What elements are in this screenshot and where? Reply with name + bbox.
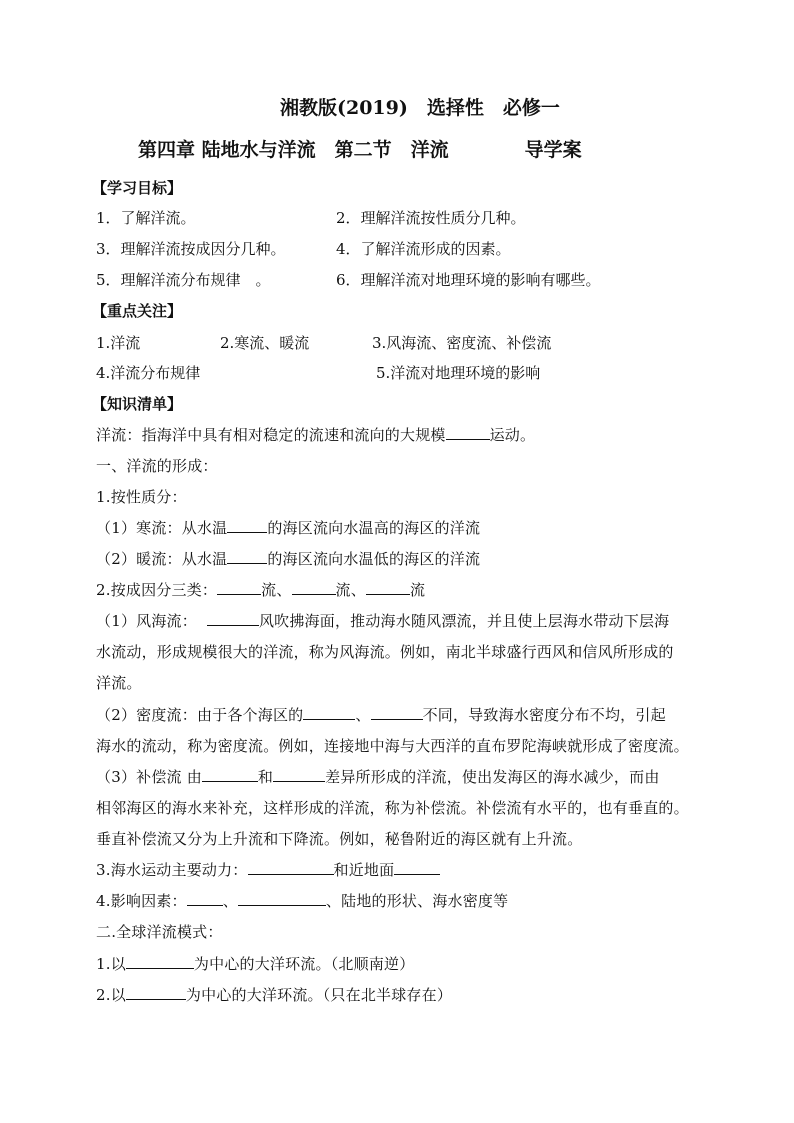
fill-blank[interactable] <box>366 580 410 595</box>
compensation-current-line-1: （3）补偿流 由 和 差异所形成的洋流，使出发海区的海水减少，而由 <box>96 768 660 786</box>
focus-row-1 <box>96 332 736 354</box>
goal-item: 5．理解洋流分布规律 。 <box>96 271 271 289</box>
focus-item: 4.洋流分布规律 <box>96 364 201 382</box>
fill-blank[interactable] <box>227 549 267 564</box>
cold-current-line: （1）寒流：从水温 的海区流向水温高的海区的洋流 <box>96 519 481 537</box>
fill-blank[interactable] <box>202 767 258 782</box>
focus-item: 2.寒流、暖流 <box>220 334 310 352</box>
fill-blank[interactable] <box>446 425 490 440</box>
focus-item: 3.风海流、密度流、补偿流 <box>372 334 552 352</box>
wind-current-line-3: 洋流。 <box>96 674 142 692</box>
by-cause-line: 2.按成因分三类： 流、 流、 流 <box>96 581 426 599</box>
goals-row-1 <box>96 207 736 229</box>
density-current-line-1: （2）密度流：由于各个海区的 、 不同，导致海水密度分布不均，引起 <box>96 706 666 724</box>
section-focus-heading: 【重点关注】 <box>92 302 183 320</box>
focus-row-2 <box>96 362 736 384</box>
wind-current-line-1: （1）风海流： 风吹拂海面，推动海水随风漂流，并且使上层海水带动下层海 <box>96 612 670 630</box>
fill-blank[interactable] <box>248 860 334 875</box>
fill-blank[interactable] <box>238 891 326 906</box>
definition-line: 洋流：指海洋中具有相对稳定的流速和流向的大规模 运动。 <box>96 426 536 444</box>
goals-row-3 <box>96 269 736 291</box>
fill-blank[interactable] <box>126 985 186 1000</box>
focus-item: 5.洋流对地理环境的影响 <box>376 364 541 382</box>
wind-current-line-2: 水流动，形成规模很大的洋流，称为风海流。例如，南北半球盛行西风和信风所形成的 <box>96 643 674 661</box>
fill-blank[interactable] <box>187 891 223 906</box>
fill-blank[interactable] <box>273 767 325 782</box>
section-goals-heading: 【学习目标】 <box>92 179 183 197</box>
fill-blank[interactable] <box>394 860 440 875</box>
gyre-line-1: 1.以 为中心的大洋环流。（北顺南逆） <box>96 955 415 973</box>
fill-blank[interactable] <box>227 518 267 533</box>
gyre-line-2: 2.以 为中心的大洋环流。（只在北半球存在） <box>96 986 453 1004</box>
density-current-line-2: 海水的流动，称为密度流。例如，连接地中海与大西洋的直布罗陀海峡就形成了密度流。 <box>96 737 689 755</box>
fill-blank[interactable] <box>217 580 261 595</box>
title-chapter: 第四章 陆地水与洋流 第二节 洋流 导学案 <box>138 139 582 161</box>
heading-by-nature: 1.按性质分： <box>96 488 187 506</box>
focus-item: 1.洋流 <box>96 334 141 352</box>
factors-line: 4.影响因素： 、 、陆地的形状、海水密度等 <box>96 892 509 910</box>
goal-item: 6．理解洋流对地理环境的影响有哪些。 <box>336 271 601 289</box>
heading-formation: 一、洋流的形成： <box>96 457 218 475</box>
fill-blank[interactable] <box>207 611 259 626</box>
compensation-current-line-2: 相邻海区的海水来补充，这样形成的洋流，称为补偿流。补偿流有水平的，也有垂直的。 <box>96 799 689 817</box>
warm-current-line: （2）暖流：从水温 的海区流向水温低的海区的洋流 <box>96 550 481 568</box>
compensation-current-line-3: 垂直补偿流又分为上升流和下降流。例如，秘鲁附近的海区就有上升流。 <box>96 830 583 848</box>
goals-row-2 <box>96 238 736 260</box>
heading-global-pattern: 二.全球洋流模式： <box>96 923 223 941</box>
fill-blank[interactable] <box>292 580 336 595</box>
goal-item: 3．理解洋流按成因分几种。 <box>96 240 286 258</box>
fill-blank[interactable] <box>126 954 194 969</box>
section-knowledge-heading: 【知识清单】 <box>92 395 183 413</box>
goal-item: 2．理解洋流按性质分几种。 <box>336 209 526 227</box>
fill-blank[interactable] <box>371 705 423 720</box>
main-power-line: 3.海水运动主要动力： 和近地面 <box>96 859 706 880</box>
goal-item: 1．了解洋流。 <box>96 209 196 227</box>
fill-blank[interactable] <box>303 705 355 720</box>
goal-item: 4．了解洋流形成的因素。 <box>336 240 511 258</box>
title-edition: 湘教版(2019) 选择性 必修一 <box>280 97 560 119</box>
